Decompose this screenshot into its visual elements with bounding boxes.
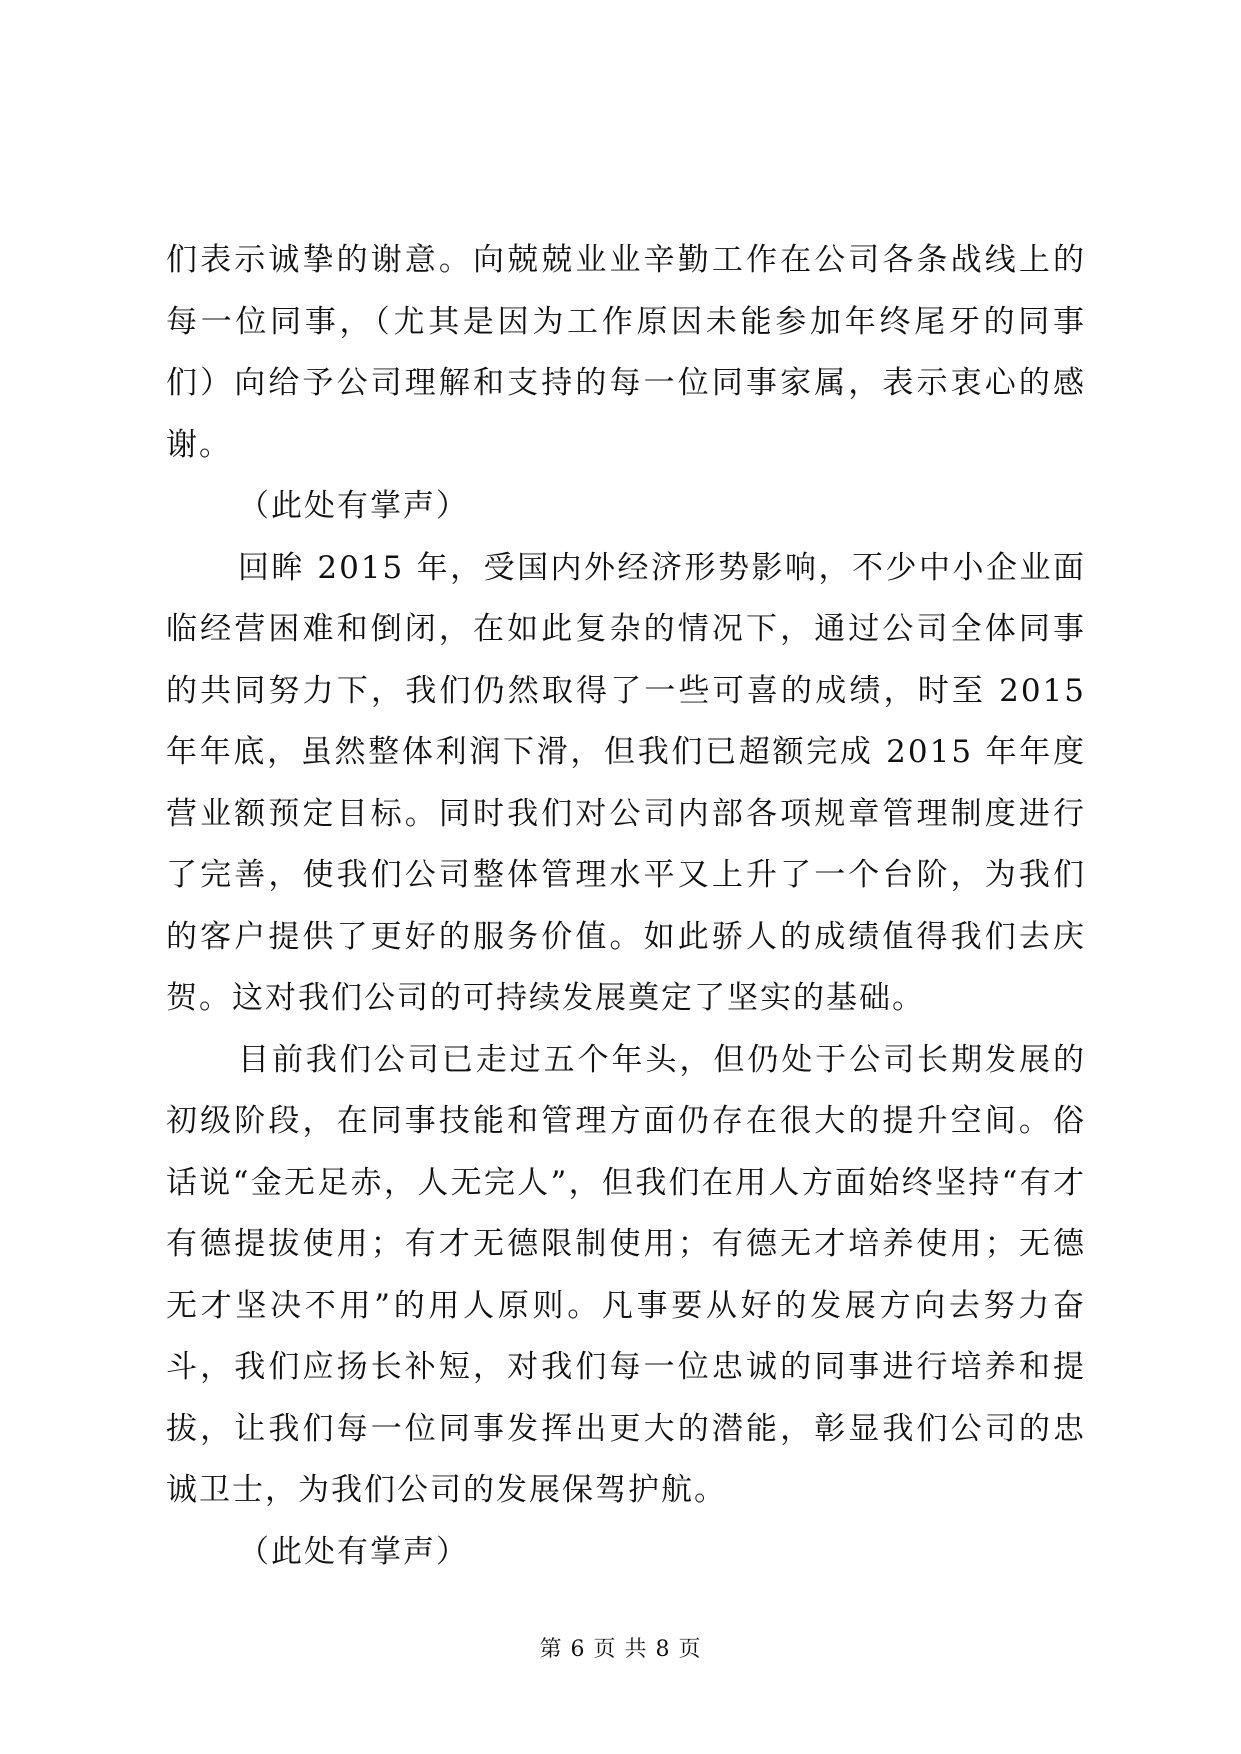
document-body (166, 230, 1086, 1583)
paragraph-thanks-continued: 们表示诚挚的谢意。向兢兢业业辛勤工作在公司各条战线上的每一位同事，（尤其是因为工作原因未能参加年终尾牙的同事们）向给予公司理解和支持的每一位同事家属，表示衷心的感谢。 (166, 242, 1086, 463)
paragraph-2015-review: 回眸 2015 年，受国内外经济形势影响，不少中小企业面临经营困难和倒闭，在如此复杂的情况下，通过公司全体同事的共同努力下，我们仍然取得了一些可喜的成绩，时至 2015 年年底，虽然整体利润下滑，但我们已超额完成 2015 年年度营业额预定目标。同时我们对公司内部各项规章管理制度进行了完善，使我们公司整体管理水平又上升了一个台阶，为我们的客户提供了更好的服务价值。如此骄人的成绩值得我们去庆贺。这对我们公司的可持续发展奠定了坚实的基础。 (166, 549, 1086, 1016)
paragraph-applause-note: （此处有掌声） (238, 488, 469, 524)
page-number-footer: 第 6 页 共 8 页 (539, 1637, 702, 1662)
paragraph-talent-policy: 目前我们公司已走过五个年头，但仍处于公司长期发展的初级阶段，在同事技能和管理方面仍存在很大的提升空间。俗话说“金无足赤，人无完人”，但我们在用人方面始终坚持“有才有德提拔使用；有才无德限制使用；有德无才培养使用；无德无才坚决不用”的用人原则。凡事要从好的发展方向去努力奋斗，我们应扬长补短，对我们每一位忠诚的同事进行培养和提拔，让我们每一位同事发挥出更大的潜能，彰显我们公司的忠诚卫士，为我们公司的发展保驾护航。 (166, 1041, 1086, 1508)
paragraph-applause-note-2: （此处有掌声） (238, 1533, 469, 1570)
